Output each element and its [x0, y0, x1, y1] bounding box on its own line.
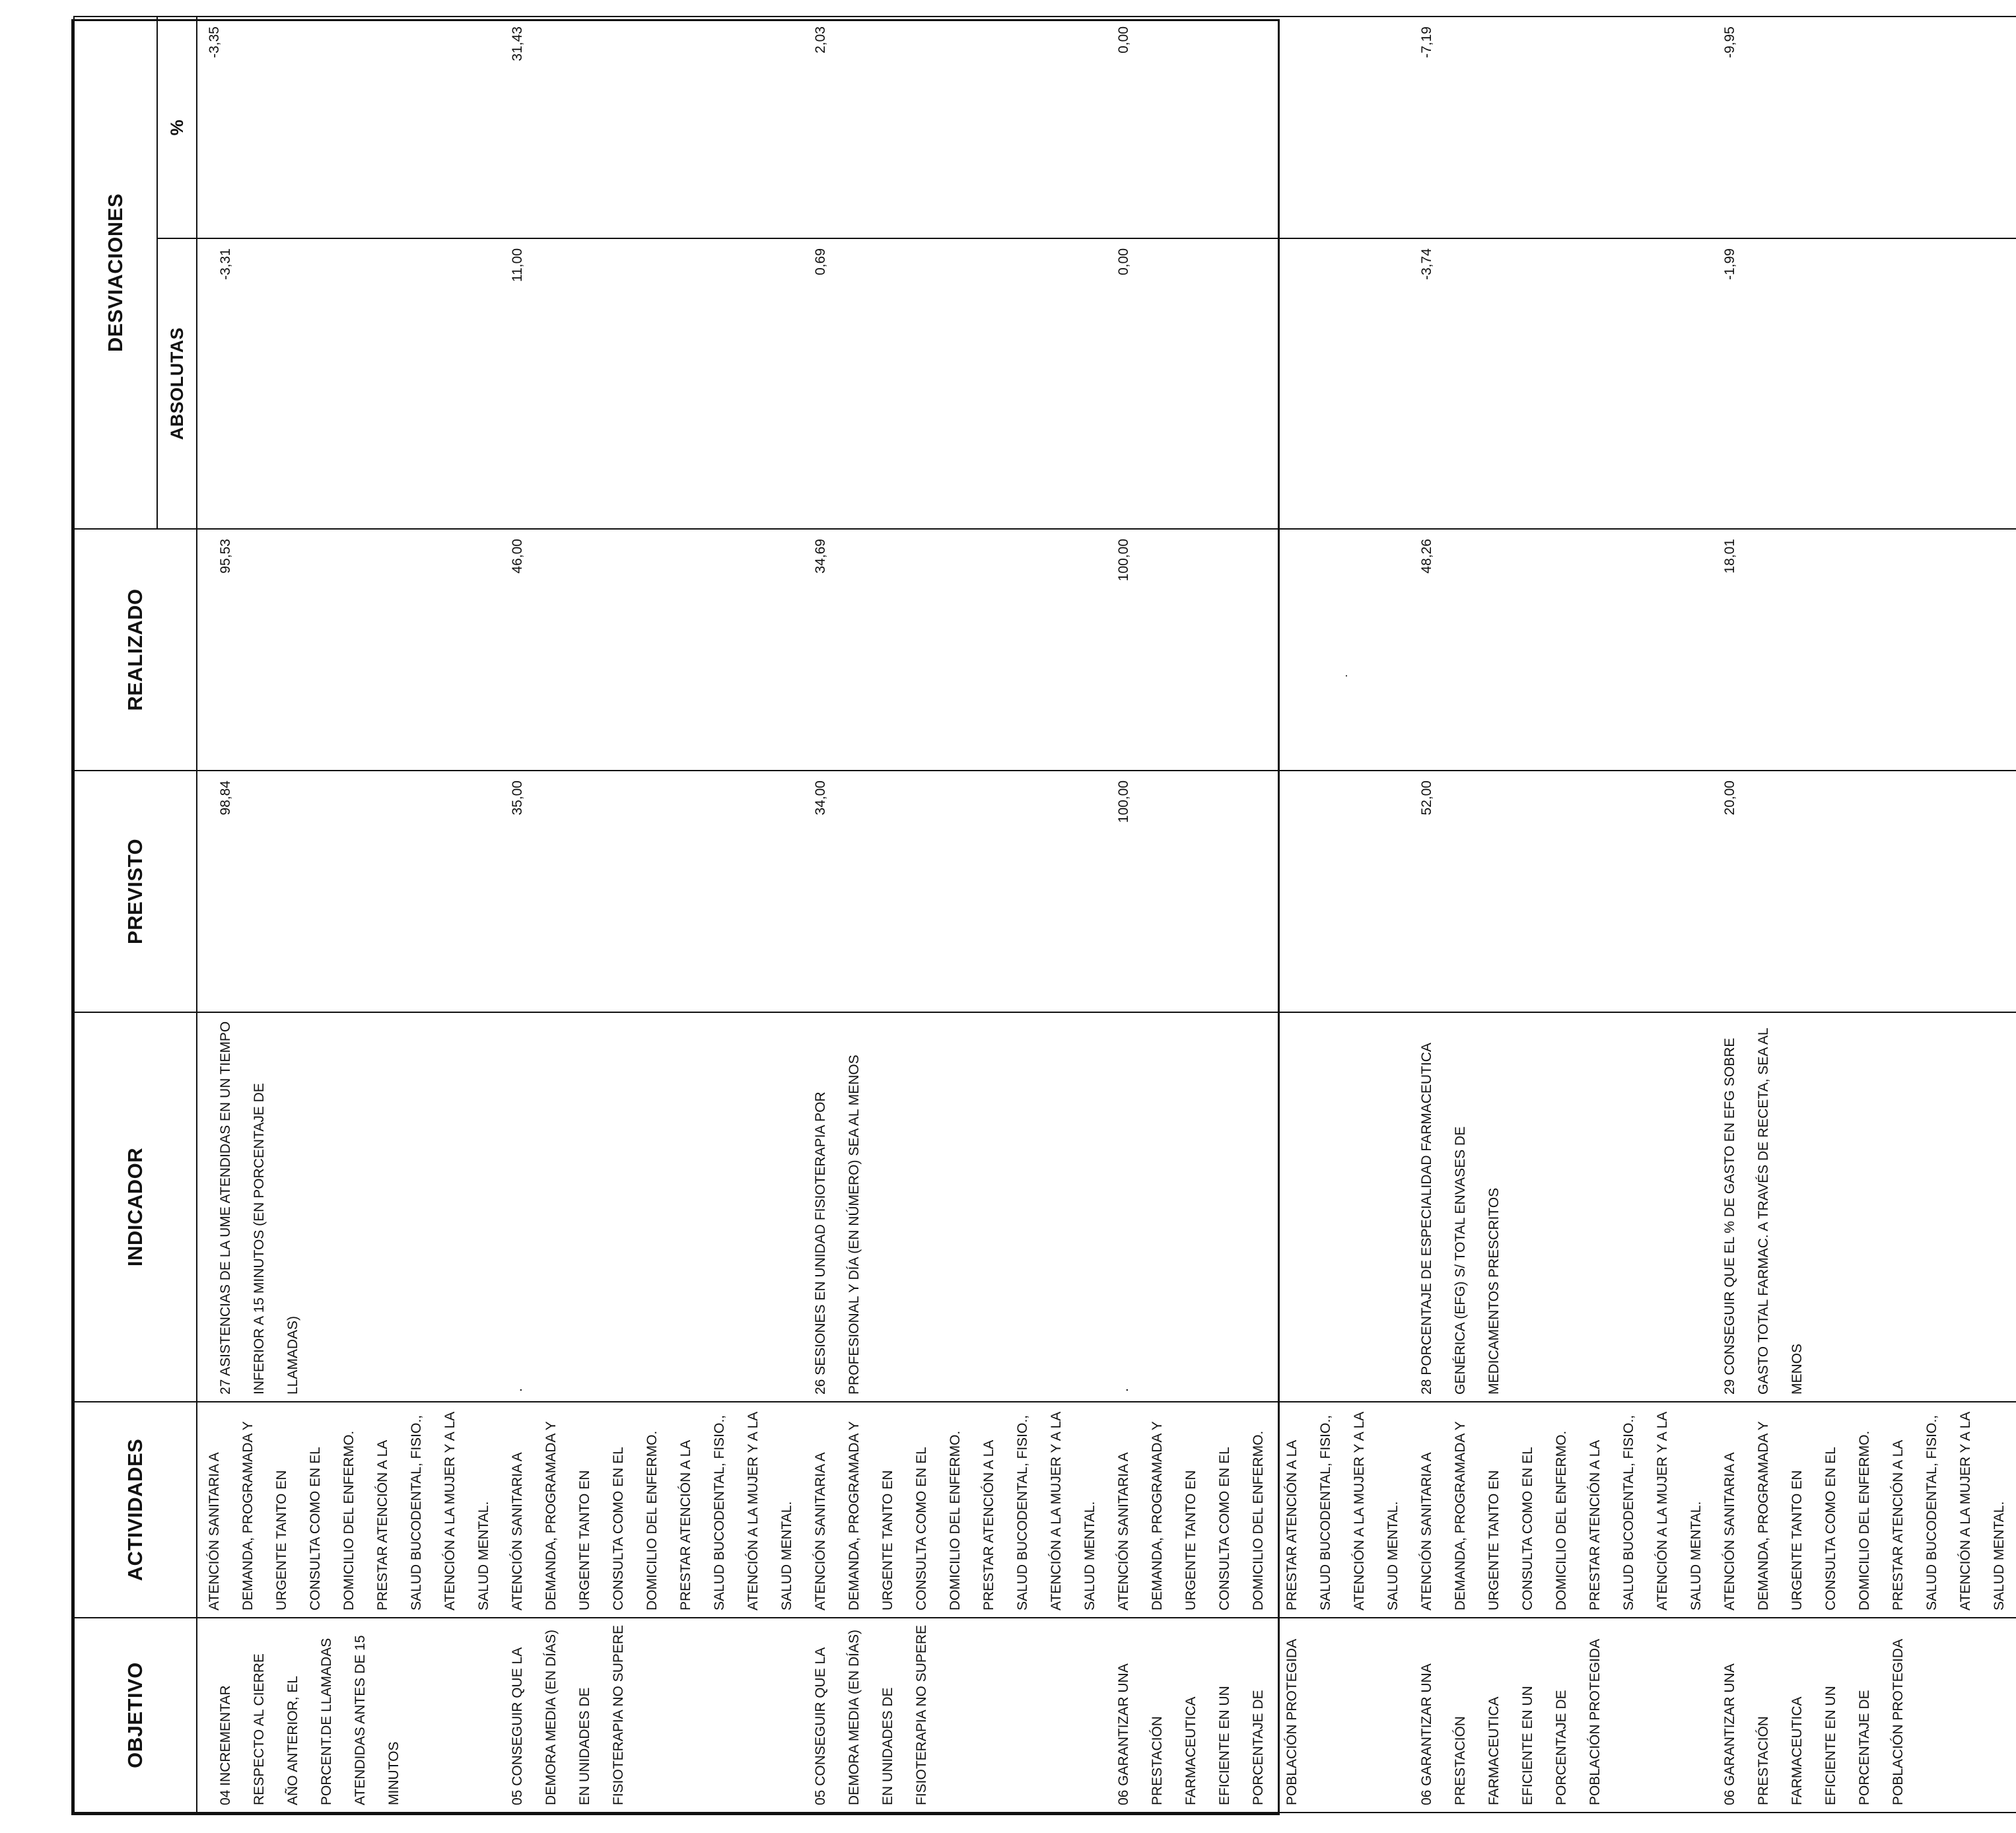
- cell-porcentaje: [1713, 17, 2016, 238]
- cell-actividades: [804, 1402, 1107, 1618]
- realizado-value: 48,26: [1419, 539, 1434, 574]
- cell-absolutas: [501, 238, 804, 529]
- objectives-table: [73, 16, 2016, 1813]
- objetivo-text: 06 GARANTIZAR UNA PRESTACIÓN FARMACEUTICA EFICIENTE EN UN PORCENTAJE DE POBLACIÓN PROTEGIDA: [1722, 1638, 1906, 1805]
- indicador-text: 26 SESIONES EN UNIDAD FISIOTERAPIA POR PROFESIONAL Y DÍA (EN NÚMERO) SEA AL MENOS: [813, 1055, 862, 1395]
- cell-previsto: [1107, 771, 1410, 1012]
- table-row: [1107, 17, 1410, 1813]
- table-row: [1713, 17, 2016, 1813]
- porcentaje-value: -7,19: [1419, 26, 1434, 58]
- cell-objetivo: [1107, 1618, 1410, 1813]
- cell-objetivo: [501, 1618, 804, 1813]
- absolutas-value: 0,00: [1116, 248, 1131, 275]
- objetivo-text: 06 GARANTIZAR UNA PRESTACIÓN FARMACEUTICA EFICIENTE EN UN PORCENTAJE DE POBLACIÓN PROTEGIDA: [1419, 1638, 1603, 1805]
- table-row: [197, 17, 501, 1813]
- cell-objetivo: [804, 1618, 1107, 1813]
- previsto-value: 20,00: [1722, 780, 1737, 815]
- cell-porcentaje: [501, 17, 804, 238]
- table-row: [804, 17, 1107, 1813]
- objetivo-text: 06 GARANTIZAR UNA PRESTACIÓN FARMACEUTICA EFICIENTE EN UN PORCENTAJE DE POBLACIÓN PROTEGIDA: [1116, 1638, 1300, 1805]
- cell-realizado: [197, 529, 501, 771]
- cell-previsto: [804, 771, 1107, 1012]
- porcentaje-value: 31,43: [510, 26, 525, 61]
- absolutas-value: -3,74: [1419, 248, 1434, 280]
- cell-realizado: [501, 529, 804, 771]
- actividades-text: ATENCIÓN SANITARIA A DEMANDA, PROGRAMADA Y URGENTE TANTO EN CONSULTA COMO EN EL DOMICILIO DEL ENFERMO. PRESTAR ATENCIÓN A LA SALUD BUCODENTAL, FISIO., ATENCIÓN A LA MUJER Y A LA SALUD MENTAL.: [1419, 1412, 1704, 1610]
- previsto-value: 98,84: [218, 780, 233, 815]
- stray-mark: .: [1337, 674, 1350, 677]
- cell-indicador: [1713, 1012, 2016, 1402]
- absolutas-value: -3,31: [218, 248, 233, 280]
- absolutas-value: 0,69: [813, 248, 828, 275]
- previsto-value: 100,00: [1116, 780, 1131, 823]
- cell-objetivo: [197, 1618, 501, 1813]
- cell-realizado: [1107, 529, 1410, 771]
- cell-actividades: [197, 1402, 501, 1618]
- cell-objetivo: [1713, 1618, 2016, 1813]
- cell-absolutas: [1410, 238, 1713, 529]
- header-objetivo: OBJETIVO: [74, 1618, 197, 1813]
- cell-absolutas: [804, 238, 1107, 529]
- indicador-text: 29 CONSEGUIR QUE EL % DE GASTO EN EFG SOBRE GASTO TOTAL FARMAC. A TRAVÉS DE RECETA, SEA AL MENOS: [1722, 1028, 1805, 1395]
- indicador-text: 27 ASISTENCIAS DE LA UME ATENDIDAS EN UN TIEMPO INFERIOR A 15 MINUTOS (EN PORCENTAJE DE LLAMADAS): [218, 1021, 300, 1395]
- header-absolutas: ABSOLUTAS: [157, 238, 197, 529]
- indicador-text: .: [1116, 1388, 1131, 1392]
- previsto-value: 35,00: [510, 780, 525, 815]
- cell-actividades: [1410, 1402, 1713, 1618]
- header-indicador: INDICADOR: [74, 1012, 197, 1402]
- objetivo-text: 05 CONSEGUIR QUE LA DEMORA MEDIA (EN DÍAS) EN UNIDADES DE FISIOTERAPIA NO SUPERE: [813, 1624, 929, 1805]
- cell-indicador: [1107, 1012, 1410, 1402]
- cell-absolutas: [1713, 238, 2016, 529]
- header-desviaciones: DESVIACIONES: [74, 17, 157, 529]
- cell-realizado: [1410, 529, 1713, 771]
- cell-indicador: [804, 1012, 1107, 1402]
- cell-previsto: [1713, 771, 2016, 1012]
- cell-previsto: [1410, 771, 1713, 1012]
- objetivo-text: 05 CONSEGUIR QUE LA DEMORA MEDIA (EN DÍAS) EN UNIDADES DE FISIOTERAPIA NO SUPERE: [510, 1624, 626, 1805]
- cell-previsto: [197, 771, 501, 1012]
- header-porcentaje: %: [157, 17, 197, 238]
- cell-absolutas: [197, 238, 501, 529]
- indicador-text: 28 PORCENTAJE DE ESPECIALIDAD FARMACEUTICA GENÉRICA (EFG) S/ TOTAL ENVASES DE MEDICAMENTOS PRESCRITOS: [1419, 1043, 1502, 1395]
- cell-indicador: [501, 1012, 804, 1402]
- cell-absolutas: [1107, 238, 1410, 529]
- porcentaje-value: -3,35: [207, 26, 222, 58]
- cell-porcentaje: [197, 17, 501, 238]
- cell-realizado: [1713, 529, 2016, 771]
- realizado-value: 100,00: [1116, 539, 1131, 582]
- porcentaje-value: -9,95: [1722, 26, 1737, 58]
- porcentaje-value: 2,03: [813, 26, 828, 53]
- absolutas-value: 11,00: [510, 248, 525, 282]
- absolutas-value: -1,99: [1722, 248, 1737, 280]
- header-previsto: PREVISTO: [74, 771, 197, 1012]
- objetivo-text: 04 INCREMENTAR RESPECTO AL CIERRE AÑO ANTERIOR, EL PORCENT.DE LLAMADAS ATENDIDAS ANTES DE 15 MINUTOS: [218, 1635, 401, 1805]
- header-actividades: ACTIVIDADES: [74, 1402, 197, 1618]
- report-table-frame: [71, 19, 2007, 1815]
- actividades-text: ATENCIÓN SANITARIA A DEMANDA, PROGRAMADA Y URGENTE TANTO EN CONSULTA COMO EN EL DOMICILIO DEL ENFERMO. PRESTAR ATENCIÓN A LA SALUD BUCODENTAL, FISIO., ATENCIÓN A LA MUJER Y A LA SALUD MENTAL.: [1116, 1412, 1401, 1610]
- cell-realizado: [804, 529, 1107, 771]
- actividades-text: ATENCIÓN SANITARIA A DEMANDA, PROGRAMADA Y URGENTE TANTO EN CONSULTA COMO EN EL DOMICILIO DEL ENFERMO. PRESTAR ATENCIÓN A LA SALUD BUCODENTAL, FISIO., ATENCIÓN A LA MUJER Y A LA SALUD MENTAL.: [207, 1412, 491, 1610]
- realizado-value: 46,00: [510, 539, 525, 574]
- realizado-value: 95,53: [218, 539, 233, 574]
- cell-porcentaje: [804, 17, 1107, 238]
- realizado-value: 34,69: [813, 539, 828, 574]
- cell-actividades: [1713, 1402, 2016, 1618]
- cell-indicador: [1410, 1012, 1713, 1402]
- actividades-text: ATENCIÓN SANITARIA A DEMANDA, PROGRAMADA Y URGENTE TANTO EN CONSULTA COMO EN EL DOMICILIO DEL ENFERMO. PRESTAR ATENCIÓN A LA SALUD BUCODENTAL, FISIO., ATENCIÓN A LA MUJER Y A LA SALUD MENTAL.: [1722, 1412, 2007, 1610]
- actividades-text: ATENCIÓN SANITARIA A DEMANDA, PROGRAMADA Y URGENTE TANTO EN CONSULTA COMO EN EL DOMICILIO DEL ENFERMO. PRESTAR ATENCIÓN A LA SALUD BUCODENTAL, FISIO., ATENCIÓN A LA MUJER Y A LA SALUD MENTAL.: [510, 1412, 794, 1610]
- cell-porcentaje: [1107, 17, 1410, 238]
- actividades-text: ATENCIÓN SANITARIA A DEMANDA, PROGRAMADA Y URGENTE TANTO EN CONSULTA COMO EN EL DOMICILIO DEL ENFERMO. PRESTAR ATENCIÓN A LA SALUD BUCODENTAL, FISIO., ATENCIÓN A LA MUJER Y A LA SALUD MENTAL.: [813, 1412, 1097, 1610]
- indicador-text: .: [510, 1388, 525, 1392]
- cell-actividades: [501, 1402, 804, 1618]
- previsto-value: 34,00: [813, 780, 828, 815]
- cell-porcentaje: [1410, 17, 1713, 238]
- previsto-value: 52,00: [1419, 780, 1434, 815]
- realizado-value: 18,01: [1722, 539, 1737, 574]
- cell-objetivo: [1410, 1618, 1713, 1813]
- cell-actividades: [1107, 1402, 1410, 1618]
- cell-indicador: [197, 1012, 501, 1402]
- header-realizado: REALIZADO: [74, 529, 197, 771]
- porcentaje-value: 0,00: [1116, 26, 1131, 53]
- header-row-top: [74, 17, 157, 1813]
- table-row: [1410, 17, 1713, 1813]
- cell-previsto: [501, 771, 804, 1012]
- table-row: [501, 17, 804, 1813]
